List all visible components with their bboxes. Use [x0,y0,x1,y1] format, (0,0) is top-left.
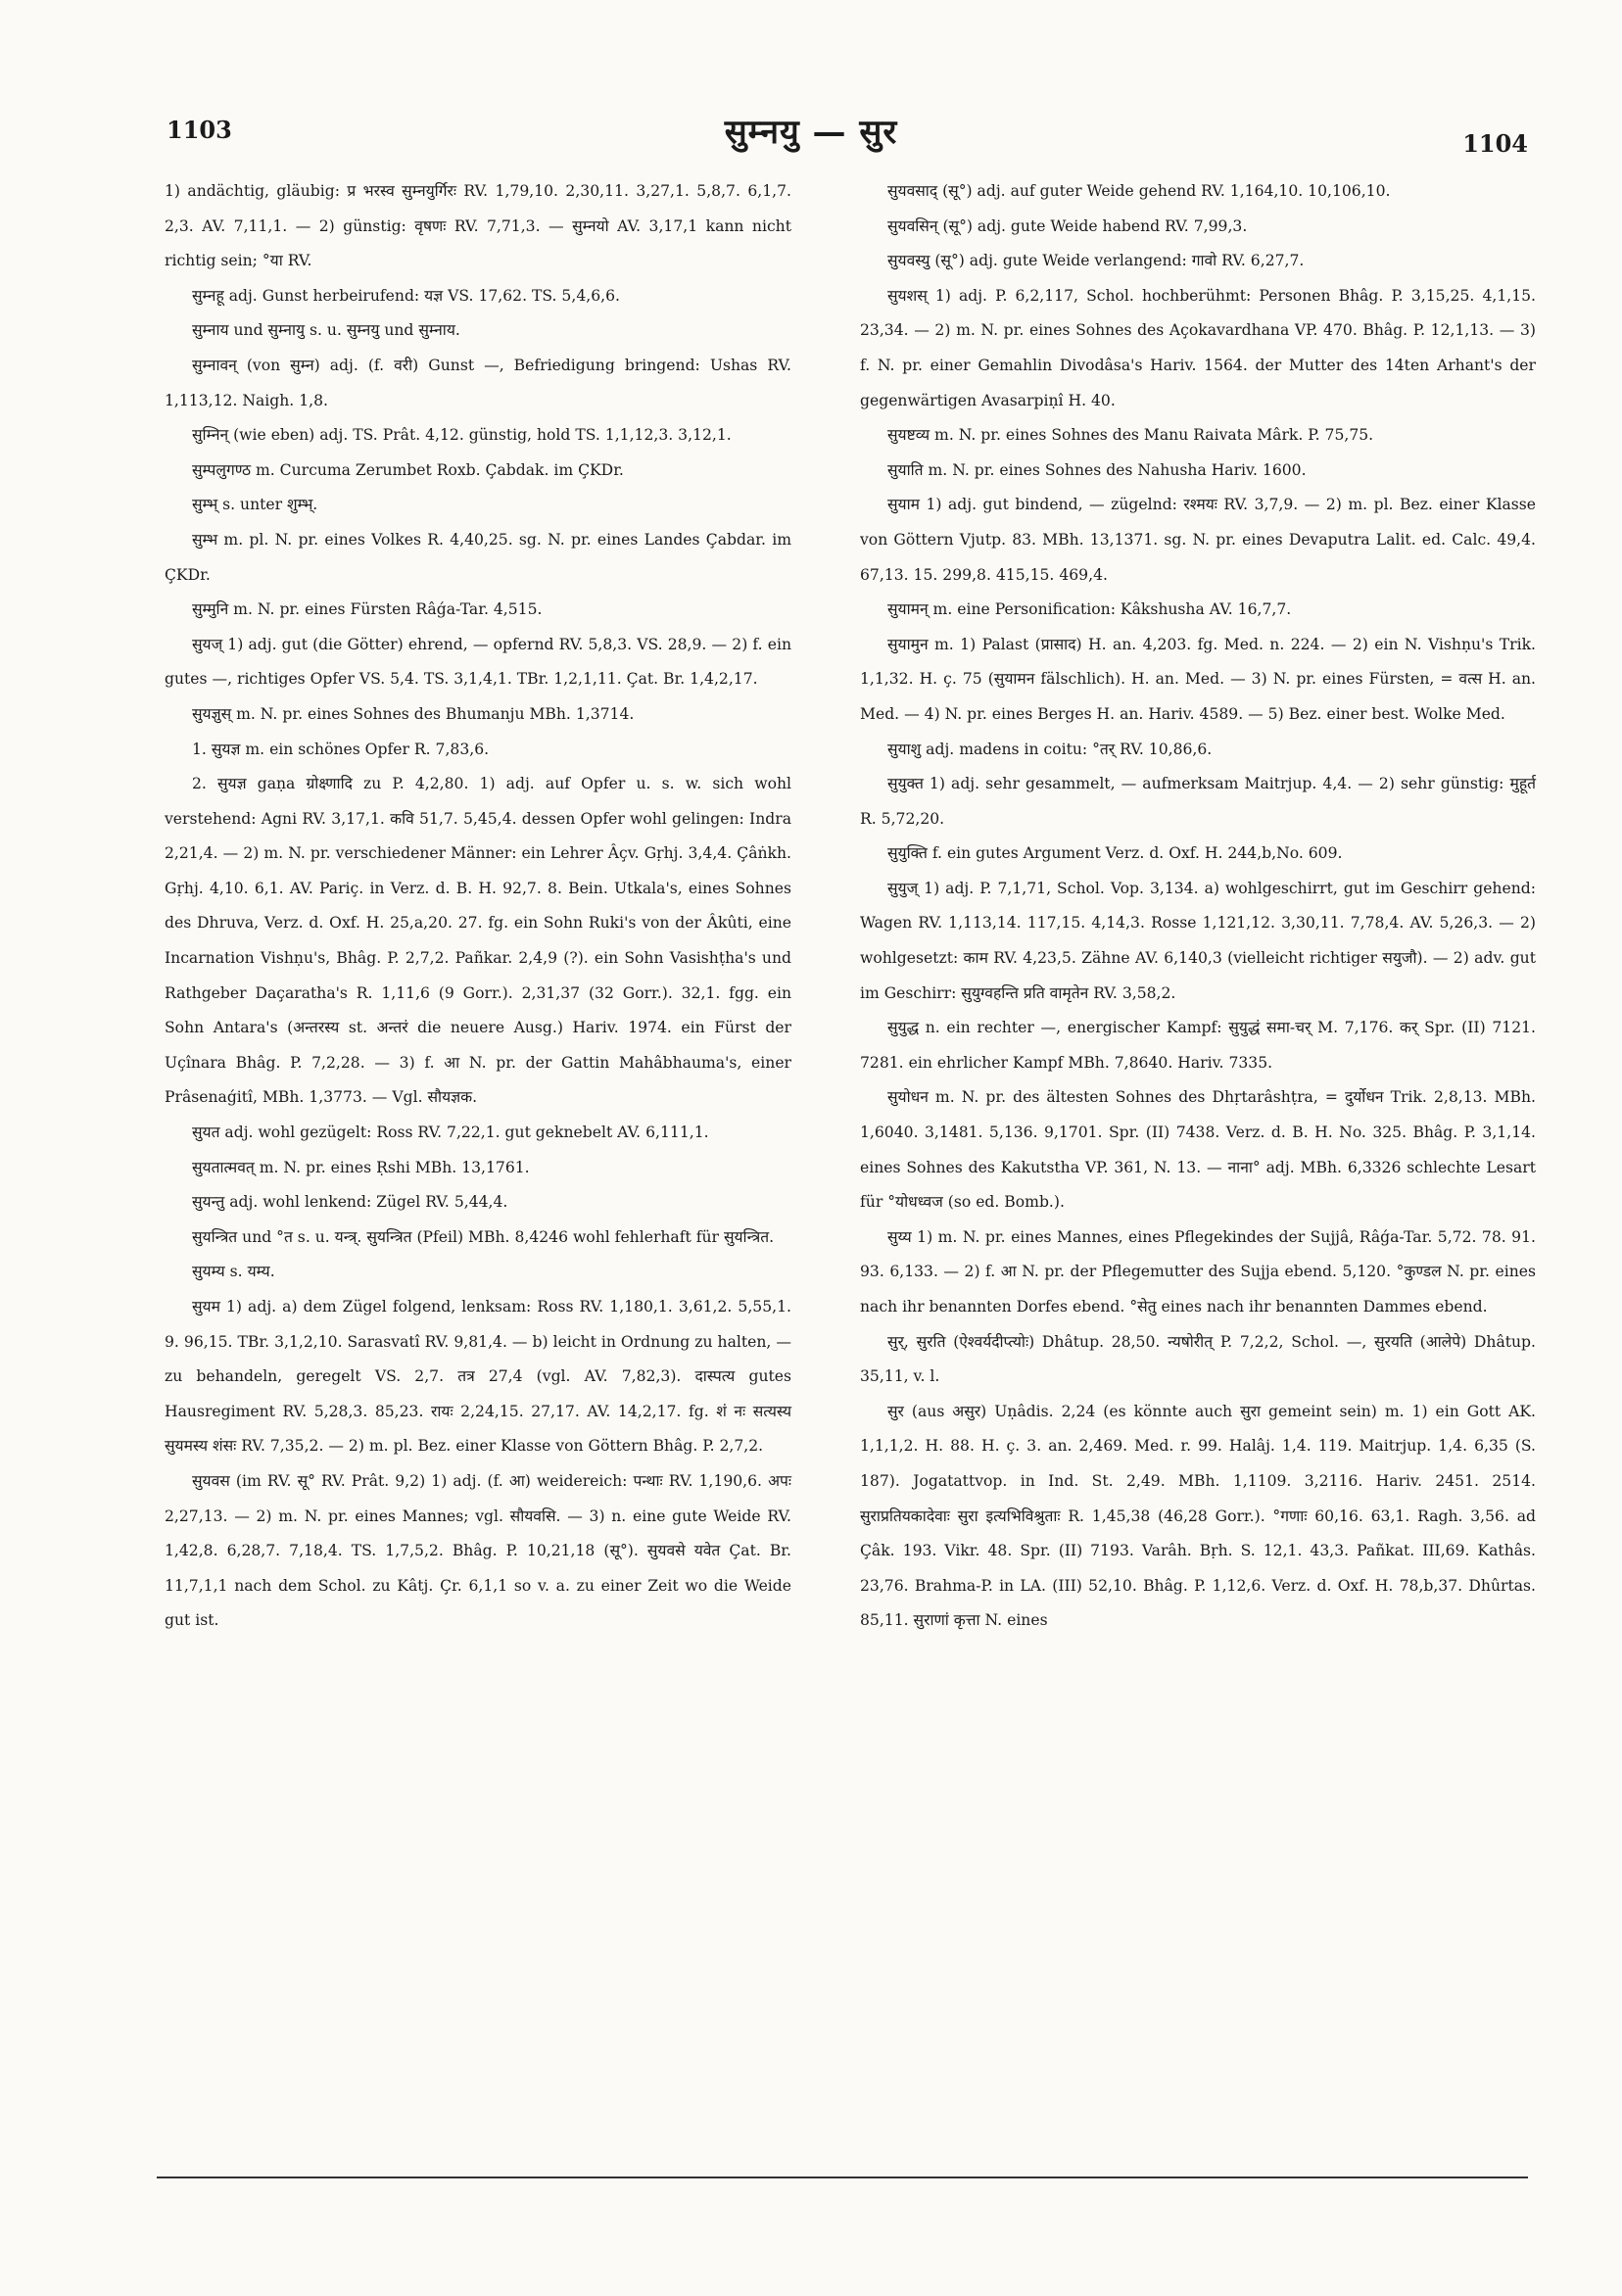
entry: सुयम्य s. यम्य. [192,1263,275,1281]
entry: सुम्भ m. pl. N. pr. eines Volkes R. 4,40,25. sg. N. pr. eines Landes Çabdar. im ÇKDr. [165,530,791,584]
entry: सुयाति m. N. pr. eines Sohnes des Nahusha Hariv. 1600. [887,460,1307,479]
entry: 1) andächtig, gläubig: प्र भरस्व सुम्नयुर्गिरः RV. 1,79,10. 2,30,11. 3,27,1. 5,8,7. 6,1,7. 2,3. AV. 7,11,1. — 2) günstig: वृषणः RV. 7,71,3. — सुम्नयो AV. 3,17,1 kann nicht richtig sein; °या RV. [165,182,791,270]
entry: सुयन्तु adj. wohl lenkend: Zügel RV. 5,44,4. [192,1193,508,1212]
entry: सुयज् 1) adj. gut (die Götter) ehrend, — opfernd RV. 5,8,3. VS. 28,9. — 2) f. ein gutes —, richtiges Opfer VS. 5,4. TS. 3,1,4,1. TBr. 1,2,1,11. Çat. Br. 1,4,2,17. [165,635,791,689]
entry: सुयम 1) adj. a) dem Zügel folgend, lenksam: Ross RV. 1,180,1. 3,61,2. 5,55,1. 9. 96,15. TBr. 3,1,2,10. Sarasvatî RV. 9,81,4. — b) leicht in Ordnung zu halten, — zu behandeln, geregelt VS. 2,7. तत्र 27,4 (vgl. AV. 7,82,3). दास्पत्य gutes Hausregiment RV. 5,28,3. 85,23. रायः 2,24,15. 27,17. AV. 14,2,17. fg. शं नः सत्यस्य सुयमस्य शंसः RV. 7,35,2. — 2) m. pl. Bez. einer Klasse von Göttern Bhâg. P. 2,7,2. [165,1298,791,1456]
entry: सुयवस्यु (सू°) adj. gute Weide verlangend: गावो RV. 6,27,7. [887,252,1305,270]
entry: सुम्मुनि m. N. pr. eines Fürsten Râǵa-Tar. 4,515. [192,600,543,619]
entry: सुर्, सुरति (ऐश्वर्यदीप्त्योः) Dhâtup. 28,50. न्यषोरीत् P. 7,2,2, Schol. —, सुरयति (आलेपे) Dhâtup. 35,11, v. l. [860,1332,1536,1386]
right-column [860,174,1536,1639]
entry: सुयामन् m. eine Personification: Kâkshusha AV. 16,7,7. [887,600,1292,619]
entry: सुयवस (im RV. सू° RV. Prât. 9,2) 1) adj. (f. आ) weidereich: पन्थाः RV. 1,190,6. अपः 2,27,13. — 2) m. N. pr. eines Mannes; vgl. सौयवसि. — 3) n. eine gute Weide RV. 1,42,8. 6,28,7. 7,18,4. TS. 1,7,5,2. Bhâg. P. 10,21,18 (सू°). सुयवसे यवेत Çat. Br. 11,7,1,1 nach dem Schol. zu Kâtj. Çr. 6,1,1 so v. a. zu einer Zeit wo die Weide gut ist. [165,1471,791,1630]
running-headword: सुम्नयु — सुर [724,113,898,152]
entry: सुम्पलुगण्ठ m. Curcuma Zerumbet Roxb. Çabdak. im ÇKDr. [192,460,624,479]
entry: 2. सुयज्ञ gaṇa ग्रोक्ष्णादि zu P. 4,2,80. 1) adj. auf Opfer u. s. w. sich wohl verstehend: Agni RV. 3,17,1. कवि 51,7. 5,45,4. dessen Opfer wohl gelingen: Indra 2,21,4. — 2) m. N. pr. verschiedener Männer: ein Lehrer Âçv. Gṛhj. 3,4,4. Çâṅkh. Gṛhj. 4,10. 6,1. AV. Pariç. in Verz. d. B. H. 92,7. 8. Bein. Utkala's, eines Sohnes des Dhruva, Verz. d. Oxf. H. 25,a,20. 27. fg. ein Sohn Ruki's von der Âkûti, eine Incarnation Vishṇu's, Bhâg. P. 2,7,2. Pañkar. 2,4,9 (?). ein Sohn Vasishṭha's und Rathgeber Daçaratha's R. 1,11,6 (9 Gorr.). 2,31,37 (32 Gorr.). 32,1. fgg. ein Sohn Antara's (अन्तरस्य st. अन्तरं die neuere Ausg.) Hariv. 1974. ein Fürst der Uçînara Bhâg. P. 7,2,28. — 3) f. आ N. pr. der Gattin Mahâbhauma's, einer Prâsenaǵitî, MBh. 1,3773. — Vgl. सौयज्ञक. [165,775,791,1107]
entry: सुयोधन m. N. pr. des ältesten Sohnes des Dhṛtarâshṭra, = दुर्योधन Trik. 2,8,13. MBh. 1,6040. 3,1481. 5,136. 9,1701. Spr. (II) 7438. Verz. d. B. H. No. 325. Bhâg. P. 3,1,14. eines Sohnes des Kakutstha VP. 361, N. 13. — नाना° adj. MBh. 6,3326 schlechte Lesart für °योधध्वज (so ed. Bomb.). [860,1088,1536,1212]
entry: सुयज्ञुस् m. N. pr. eines Sohnes des Bhumanju MBh. 1,3714. [192,704,635,723]
entry: सुय्य 1) m. N. pr. eines Mannes, eines Pflegekindes der Sujjâ, Râǵa-Tar. 5,72. 78. 91. 93. 6,133. — 2) f. आ N. pr. der Pflegemutter des Sujja ebend. 5,120. °कुण्डल N. pr. eines nach ihr benannten Dorfes ebend. °सेतु eines nach ihr benannten Dammes ebend. [860,1227,1536,1315]
entry: सुयुद्ध n. ein rechter —, energischer Kampf: सुयुद्धं समा-चर् M. 7,176. कर् Spr. (II) 7121. 7281. ein ehrlicher Kampf MBh. 7,8640. Hariv. 7335. [860,1019,1536,1072]
entry: सुयशस् 1) adj. P. 6,2,117, Schol. hochberühmt: Personen Bhâg. P. 3,15,25. 4,1,15. 23,34. — 2) m. N. pr. eines Sohnes des Açokavardhana VP. 470. Bhâg. P. 12,1,13. — 3) f. N. pr. einer Gemahlin Divodâsa's Hariv. 1564. der Mutter des 14ten Arhant's der gegenwärtigen Avasarpiṇî H. 40. [860,286,1536,409]
entry: सुम्नावन् (von सुम्न) adj. (f. वरी) Gunst —, Befriedigung bringend: Ushas RV. 1,113,12. Naigh. 1,8. [165,356,791,409]
footer-rule [157,2176,1528,2178]
entry: सुयामुन m. 1) Palast (प्रासाद) H. an. 4,203. fg. Med. n. 224. — 2) ein N. Vishṇu's Trik. 1,1,32. H. ç. 75 (सुयामन fälschlich). H. an. Med. — 3) N. pr. eines Fürsten, = वत्स H. an. Med. — 4) N. pr. eines Berges H. an. Hariv. 4589. — 5) Bez. einer best. Wolke Med. [860,635,1536,723]
entry: सुयतात्मवत् m. N. pr. eines Ṛshi MBh. 13,1761. [192,1158,530,1176]
entry: सुम्नहू adj. Gunst herbeirufend: यज्ञ VS. 17,62. TS. 5,4,6,6. [192,286,620,305]
entry: सुयवसिन् (सू°) adj. gute Weide habend RV. 7,99,3. [887,216,1248,235]
entry: सुम्निन् (wie eben) adj. TS. Prât. 4,12. günstig, hold TS. 1,1,12,3. 3,12,1. [192,426,732,445]
entry: 1. सुयज्ञ m. ein schönes Opfer R. 7,83,6. [192,740,490,758]
entry: सुम्नाय und सुम्नायु s. u. सुम्नयु und सुम्नाय. [192,321,460,340]
entry: सुयष्टव्य m. N. pr. eines Sohnes des Manu Raivata Mârk. P. 75,75. [887,426,1374,445]
page-number-left: 1103 [167,116,232,144]
entry: सुयाम 1) adj. gut bindend, — zügelnd: रश्मयः RV. 3,7,9. — 2) m. pl. Bez. einer Klasse von Göttern Vjutp. 83. MBh. 13,1371. sg. N. pr. eines Devaputra Lalit. ed. Calc. 49,4. 67,13. 15. 299,8. 415,15. 469,4. [860,496,1536,584]
left-column [165,174,791,1639]
entry: सुयत adj. wohl gezügelt: Ross RV. 7,22,1. gut geknebelt AV. 6,111,1. [192,1124,709,1142]
entry: सुयन्त्रित und °त s. u. यन्त्र्. सुयन्त्रित (Pfeil) MBh. 8,4246 wohl fehlerhaft für सुयन्त्रित. [192,1227,775,1246]
entry: सुयाशु adj. madens in coitu: °तर् RV. 10,86,6. [887,740,1213,758]
entry: सुर (aus असुर) Uṇâdis. 2,24 (es könnte auch सुरा gemeint sein) m. 1) ein Gott AK. 1,1,1,2. H. 88. H. ç. 3. an. 2,469. Med. r. 99. Halâj. 1,4. 119. Maitrjup. 1,4. 6,35 (S. 187). Jogatattvop. in Ind. St. 2,49. MBh. 1,1109. 3,2116. Hariv. 2451. 2514. सुराप्रतियकादेवाः सुरा इत्यभिविश्रुताः R. 1,45,38 (46,28 Gorr.). °गणाः 60,16. 63,1. Ragh. 3,56. ad Çâk. 193. Vikr. 48. Spr. (II) 7193. Varâh. Bṛh. S. 12,1. 43,3. Pañkat. III,69. Kathâs. 23,76. Brahma-P. in LA. (III) 52,10. Bhâg. P. 1,12,6. Verz. d. Oxf. H. 78,b,37. Dhûrtas. 85,11. सुराणां कृत्ता N. eines [860,1402,1536,1630]
page-number-right: 1104 [1462,129,1528,158]
entry: सुयुक्त 1) adj. sehr gesammelt, — aufmerksam Maitrjup. 4,4. — 2) sehr günstig: मुहूर्त R. 5,72,20. [860,775,1536,828]
entry: सुम्भ् s. unter शुम्भ्. [192,496,318,514]
entry: सुयुज् 1) adj. P. 7,1,71, Schol. Vop. 3,134. a) wohlgeschirrt, gut im Geschirr gehend: Wagen RV. 1,113,14. 117,15. 4,14,3. Rosse 1,121,12. 3,30,11. 7,78,4. AV. 5,26,3. — 2) wohlgesetzt: काम RV. 4,23,5. Zähne AV. 6,140,3 (vielleicht richtiger सयुजौ). — 2) adv. gut im Geschirr: सुयुग्वहन्ति प्रति वामृतेन RV. 3,58,2. [860,879,1536,1002]
entry: सुयुक्ति f. ein gutes Argument Verz. d. Oxf. H. 244,b,No. 609. [887,844,1343,863]
entry: सुयवसाद् (सू°) adj. auf guter Weide gehend RV. 1,164,10. 10,106,10. [887,182,1391,200]
